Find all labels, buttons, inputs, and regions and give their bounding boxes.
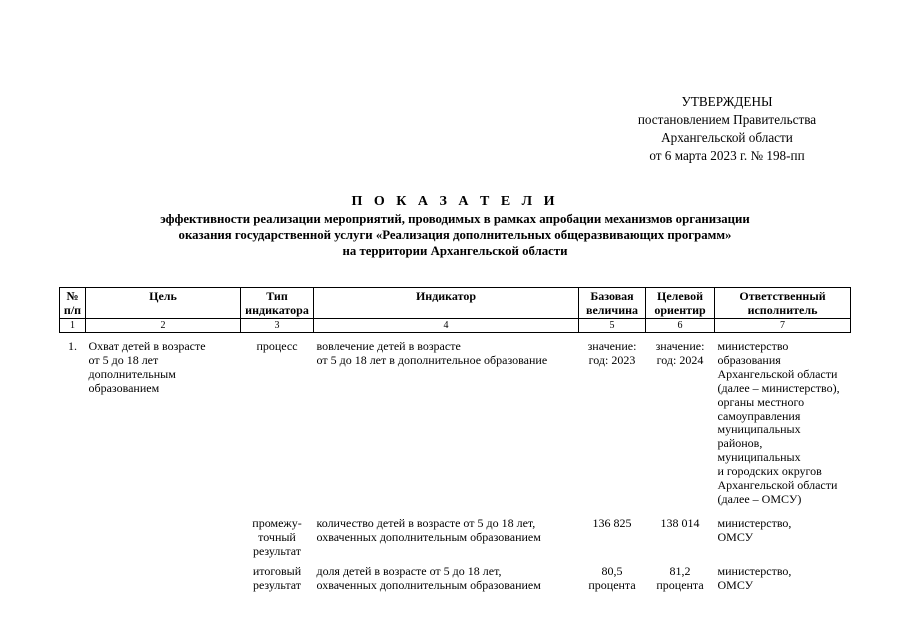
approval-heading: УТВЕРЖДЕНЫ <box>681 94 773 109</box>
column-number: 6 <box>646 319 715 333</box>
title-main: П О К А З А Т Е Л И <box>351 194 559 209</box>
base-value-cell: 80,5 процента <box>588 563 636 592</box>
header-num: № п/п <box>60 288 86 319</box>
column-number: 5 <box>579 319 646 333</box>
target-value-cell: 81,2 процента <box>656 563 704 592</box>
responsible-cell: министерство, ОМСУ <box>717 563 792 592</box>
title-subtitle: на территории Архангельской области <box>342 244 568 258</box>
column-number: 2 <box>86 319 241 333</box>
goal-cell <box>86 563 241 597</box>
column-number: 1 <box>60 319 86 333</box>
indicators-table <box>59 287 851 596</box>
responsible-cell: министерство, ОМСУ <box>717 515 792 544</box>
base-value-cell: значение: год: 2023 <box>587 339 637 367</box>
approval-line: постановлением Правительства <box>637 112 817 127</box>
header-target: Целевой ориентир <box>646 288 715 319</box>
header-type: Тип индикатора <box>241 288 314 319</box>
header-base-value: Базовая величина <box>579 288 646 319</box>
header-indicator: Индикатор <box>314 288 579 319</box>
approval-stamp <box>600 93 854 165</box>
header-responsible: Ответственный исполнитель <box>715 288 851 319</box>
table-row <box>60 563 851 597</box>
table-header-row <box>60 288 851 319</box>
indicator-type-cell: итоговый результат <box>252 563 302 592</box>
header-goal: Цель <box>86 288 241 319</box>
indicator-cell: доля детей в возрасте от 5 до 18 лет, охваченных дополнительным образованием <box>316 563 541 592</box>
target-value-cell: 138 014 <box>660 515 700 530</box>
row-number <box>60 511 86 563</box>
indicator-type-cell: промежу- точный результат <box>252 515 302 558</box>
base-value-cell: 136 825 <box>592 515 632 530</box>
indicator-cell: вовлечение детей в возрасте от 5 до 18 лет в дополнительное образование <box>316 339 548 367</box>
column-numbers-row <box>60 319 851 333</box>
indicator-type-cell: процесс <box>256 339 298 353</box>
responsible-cell: министерство образования Архангельской области (далее – министерство), органы местного самоуправления муниципальных районов, муниципальных и городских округов Архангельской области (далее – ОМСУ) <box>717 339 840 506</box>
column-number: 7 <box>715 319 851 333</box>
table-row <box>60 511 851 563</box>
title-subtitle: эффективности реализации мероприятий, проводимых в рамках апробации механизмов организации <box>160 212 750 226</box>
approval-line: Архангельской области <box>661 130 793 145</box>
row-number <box>60 563 86 597</box>
document-title <box>60 193 850 259</box>
column-number: 3 <box>241 319 314 333</box>
column-number: 4 <box>314 319 579 333</box>
table-row <box>60 333 851 511</box>
goal-cell <box>86 511 241 563</box>
title-subtitle: оказания государственной услуги «Реализация дополнительных общеразвивающих программ» <box>178 228 732 242</box>
row-number: 1. <box>68 339 77 353</box>
goal-cell: Охват детей в возрасте от 5 до 18 лет дополнительным образованием <box>88 339 206 395</box>
indicator-cell: количество детей в возрасте от 5 до 18 лет, охваченных дополнительным образованием <box>316 515 541 544</box>
approval-date: от 6 марта 2023 г. № 198-пп <box>649 148 805 163</box>
target-value-cell: значение: год: 2024 <box>655 339 705 367</box>
